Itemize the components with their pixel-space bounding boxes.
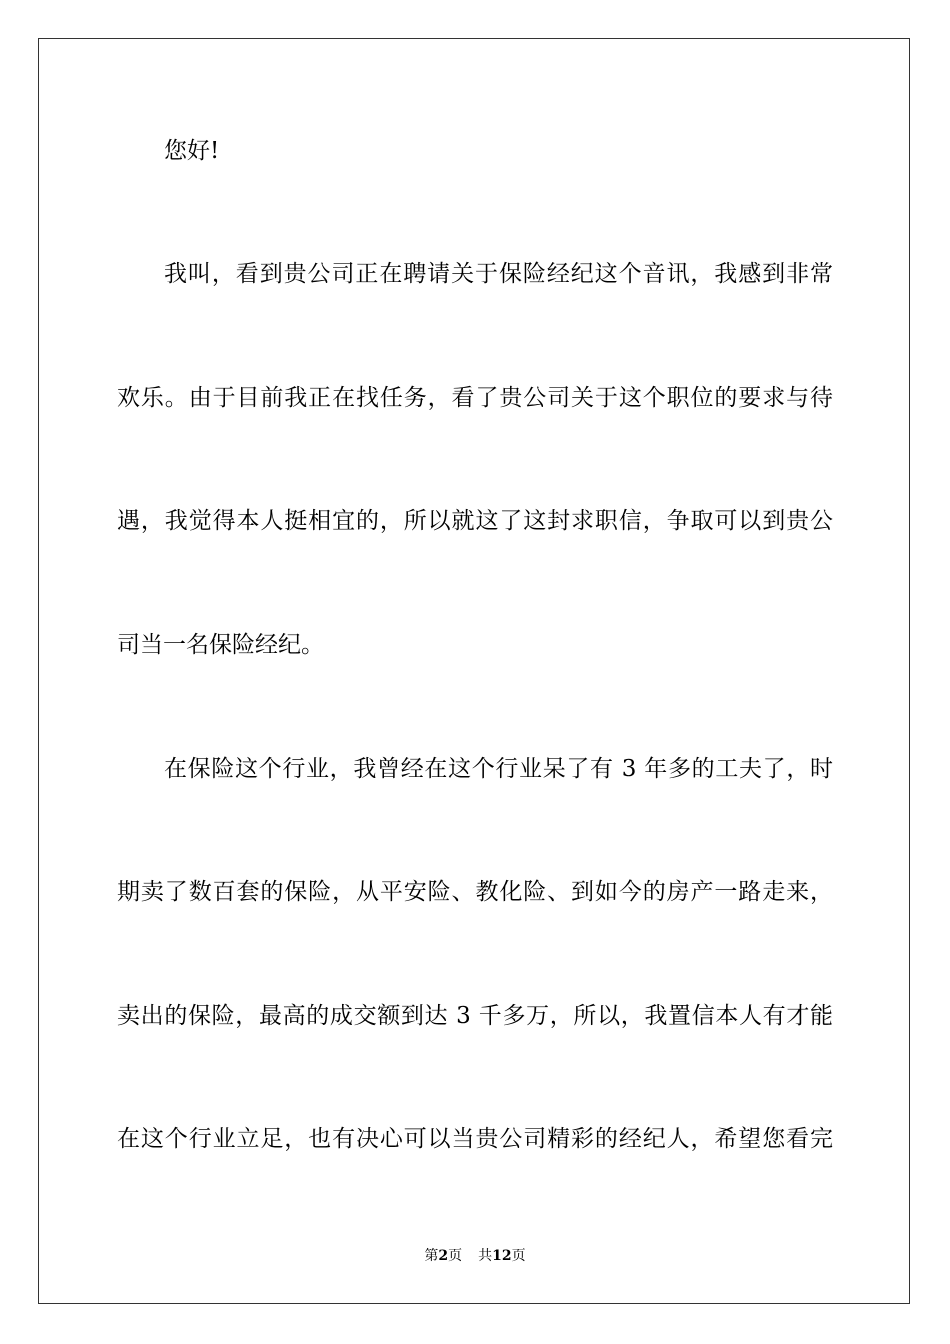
paragraph-1-line-2: 欢乐。由于目前我正在找任务，看了贵公司关于这个职位的要求与待 xyxy=(117,385,833,411)
paragraph-2-line-3: 卖出的保险，最高的成交额到达 3 千多万，所以，我置信本人有才能 xyxy=(117,1003,833,1029)
paragraph-2-line-4: 在这个行业立足，也有决心可以当贵公司精彩的经纪人，希望您看完 xyxy=(117,1126,833,1152)
paragraph-1-line-1: 我叫，看到贵公司正在聘请关于保险经纪这个音讯，我感到非常 xyxy=(164,261,833,287)
total-suffix: 页 xyxy=(511,1248,526,1264)
page-prefix: 第 xyxy=(424,1248,439,1264)
page-number: 2 xyxy=(438,1248,449,1264)
page-suffix: 页 xyxy=(448,1248,463,1264)
paragraph-2-line-2: 期卖了数百套的保险，从平安险、教化险、到如今的房产一路走来， xyxy=(117,879,833,905)
paragraph-2-line-1: 在保险这个行业，我曾经在这个行业呆了有 3 年多的工夫了，时 xyxy=(164,756,833,782)
total-pages: 12 xyxy=(492,1248,512,1264)
page-footer xyxy=(0,1246,950,1266)
page-border xyxy=(38,38,910,1304)
total-prefix: 共 xyxy=(478,1248,493,1264)
paragraph-1-line-4: 司当一名保险经纪。 xyxy=(117,632,324,658)
paragraph-1-line-3: 遇，我觉得本人挺相宜的，所以就这了这封求职信，争取可以到贵公 xyxy=(117,508,833,534)
greeting-line: 您好! xyxy=(164,138,220,164)
